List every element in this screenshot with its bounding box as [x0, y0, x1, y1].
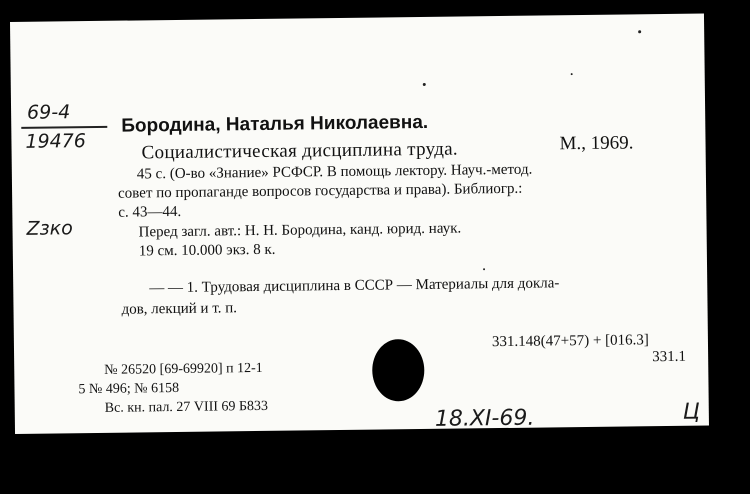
specks — [638, 30, 641, 33]
place-year: М., 1969. — [559, 132, 634, 155]
catalog-card — [10, 14, 709, 434]
registry-line: 5 № 496; № 6158 — [78, 380, 180, 398]
specks — [423, 83, 426, 86]
handwritten-side-mark: Zзко — [26, 217, 73, 240]
description-line: совет по пропаганде вопросов государства и права). Библиогр.: — [118, 180, 523, 202]
registry-line: № 26520 [69-69920] п 12-1 — [104, 360, 263, 378]
call-number-top: 69-4 — [26, 101, 71, 124]
specks — [483, 268, 485, 270]
call-number-divider — [21, 126, 107, 129]
classification-code: 331.148(47+57) + [016.3] — [491, 332, 649, 351]
handwritten-corner-mark: Ц — [682, 399, 701, 425]
description-line: с. 43—44. — [118, 203, 182, 221]
note-line: 19 см. 10.000 экз. 8 к. — [138, 241, 276, 260]
classification-code-secondary: 331.1 — [652, 348, 686, 366]
call-number-bottom: 19476 — [25, 130, 87, 153]
handwritten-date-note: 18.XI-69. — [434, 405, 535, 432]
author-heading: Бородина, Наталья Николаевна. — [121, 111, 429, 137]
subject-line: — — 1. Трудовая дисциплина в СССР — Материалы для докла- — [149, 275, 560, 297]
description-line: 45 с. (О-во «Знание» РСФСР. В помощь лектору. Науч.-метод. — [136, 161, 533, 183]
note-line: Перед загл. авт.: Н. Н. Бородина, канд. юрид. наук. — [138, 220, 462, 241]
specks — [571, 73, 573, 75]
registry-line: Вс. кн. пал. 27 VIII 69 Б833 — [104, 398, 269, 416]
subject-line: дов, лекций и т. п. — [121, 300, 238, 318]
punch-hole — [372, 339, 425, 402]
book-title: Социалистическая дисциплина труда. — [141, 138, 459, 164]
